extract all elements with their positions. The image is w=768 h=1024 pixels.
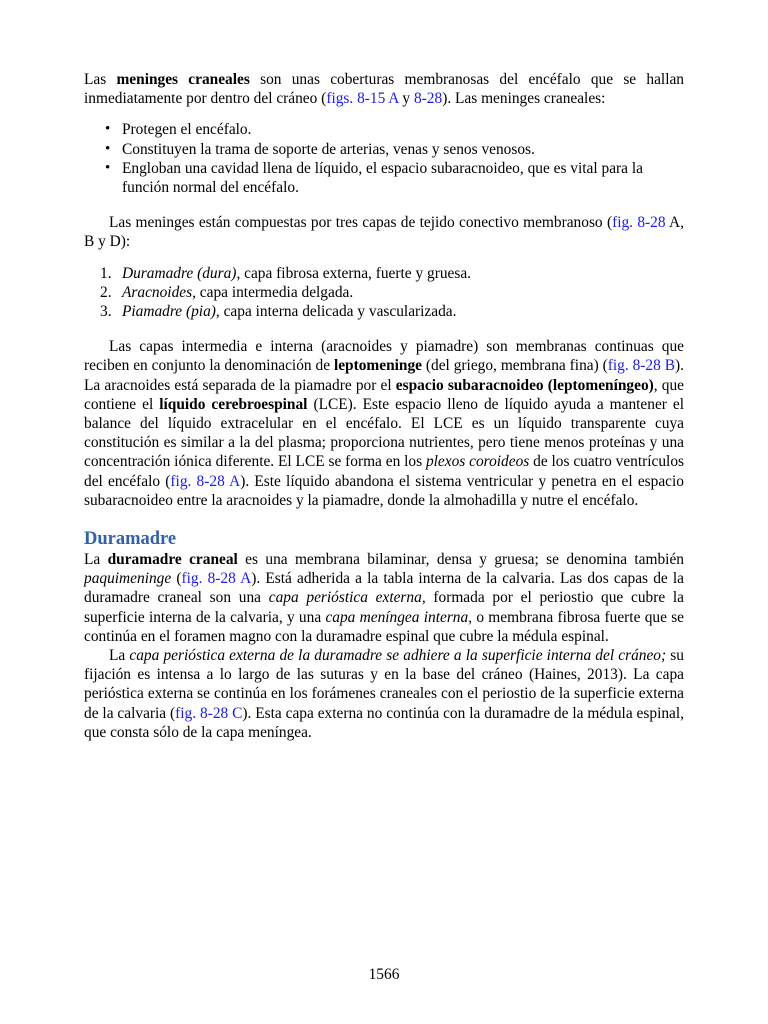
- text: , o membrana fibrosa fuerte que se continúa en el foramen magno con la duramadre espinal que cubre la médula espinal.: [84, 608, 685, 645]
- term-paquimeninge: paquimeninge: [84, 570, 172, 588]
- layer-description: , capa intermedia delgada.: [192, 283, 354, 301]
- layers-intro-paragraph: [84, 213, 684, 251]
- figure-link[interactable]: figs. 8-15 A: [326, 90, 399, 108]
- figure-link[interactable]: 8-28: [413, 90, 443, 108]
- text: , que contiene el: [84, 376, 685, 413]
- text: (: [171, 570, 182, 588]
- term-capa-meningea: capa meníngea interna: [325, 608, 469, 626]
- list-number: 1.: [100, 264, 112, 282]
- layer-term: Duramadre (dura): [122, 264, 237, 282]
- text: Las: [84, 71, 117, 88]
- text: ). Este líquido abandona el sistema ventricular y penetra en el espacio subaracnoideo entre la aracnoides y la piamadre, donde la almohadilla y nutre el encéfalo.: [84, 472, 684, 509]
- duramadre-paragraph: [84, 550, 684, 646]
- text: La: [84, 551, 108, 569]
- term-capa-periostica: capa perióstica externa: [268, 589, 422, 607]
- text: de los cuatro ventrículos del encéfalo (: [84, 453, 685, 490]
- text: su fijación es intensa a lo largo de las suturas y en la base del cráneo (Haines, 2013). La capa perióstica externa se continúa en los forámenes craneales con el periostio de la superficie externa de la calvaria (: [84, 647, 684, 722]
- list-number: 3.: [100, 303, 112, 321]
- list-item: [100, 283, 684, 302]
- list-item: [100, 264, 684, 283]
- text: son unas coberturas membranosas del encéfalo que se hallan inmediatamente por dentro del cráneo (: [84, 71, 684, 108]
- text: Las meninges están compuestas por tres capas de tejido conectivo membranoso (: [109, 214, 613, 232]
- text: Las capas intermedia e interna (aracnoides y piamadre) son membranas continuas que reciben en conjunto la denominación de: [84, 338, 684, 375]
- text: ). Esta capa externa no continúa con la duramadre de la médula espinal, que consta sólo de la capa meníngea.: [84, 704, 684, 741]
- text: y: [398, 90, 414, 108]
- text: ). La aracnoides está separada de la piamadre por el: [84, 357, 684, 394]
- text: A, B y D):: [84, 214, 684, 251]
- term-espacio-subaracnoideo: espacio subaracnoideo (leptomeníngeo): [395, 376, 654, 394]
- text: (LCE). Este espacio lleno de líquido ayuda a mantener el balance del líquido extracelular en el encéfalo. El LCE es un líquido transparente cuya constitución es similar a la del plasma; proporciona nutrientes, pero tiene menos proteínas y una concentración iónica diferente. El LCE se forma en los: [84, 395, 684, 471]
- layers-list: [84, 264, 684, 322]
- intro-paragraph: [84, 70, 684, 108]
- list-item: [100, 302, 684, 321]
- text: ). Las meninges craneales:: [442, 90, 606, 108]
- term-duramadre-craneal: duramadre craneal: [107, 551, 238, 569]
- text: (del griego, membrana fina) (: [422, 357, 608, 375]
- page-number: 1566: [368, 966, 400, 983]
- section-heading: Duramadre: [84, 529, 177, 550]
- term-leptomeninge: leptomeninge: [333, 357, 422, 375]
- term-plexos-coroideos: plexos coroideos: [425, 453, 530, 471]
- figure-link[interactable]: fig. 8-28 C: [175, 704, 243, 722]
- term-meninges-craneales: meninges craneales: [116, 71, 250, 88]
- layer-term: Piamadre (pia): [122, 303, 216, 321]
- list-item: • Engloban una cavidad llena de líquido, el espacio subaracnoideo, que es vital para la función normal del encéfalo.: [122, 159, 684, 197]
- figure-link[interactable]: fig. 8-28: [612, 214, 666, 232]
- layer-description: , capa fibrosa externa, fuerte y gruesa.: [236, 264, 472, 282]
- figure-link[interactable]: fig. 8-28 B: [607, 357, 675, 375]
- list-item: • Protegen el encéfalo.: [122, 120, 684, 139]
- layer-term: Aracnoides: [122, 283, 193, 301]
- list-number: 2.: [100, 283, 112, 301]
- text: , formada por el periostio que cubre la superficie interna de la calvaria, y una: [84, 589, 684, 626]
- list-item: • Constituyen la trama de soporte de arterias, venas y senos venosos.: [122, 140, 684, 159]
- text: ). Está adherida a la tabla interna de la calvaria. Las dos capas de la duramadre craneal son una: [84, 570, 684, 607]
- page-content: [84, 70, 684, 742]
- figure-link[interactable]: fig. 8-28 A: [170, 472, 241, 490]
- leptomeninge-paragraph: [84, 337, 684, 510]
- text: es una membrana bilaminar, densa y gruesa; se denomina también: [237, 551, 684, 569]
- periostica-paragraph: [84, 646, 684, 742]
- emphasis-text: capa perióstica externa de la duramadre se adhiere a la superficie interna del cráneo;: [129, 647, 667, 665]
- figure-link[interactable]: fig. 8-28 A: [181, 570, 252, 588]
- term-liquido-cerebroespinal: líquido cerebroespinal: [159, 395, 308, 413]
- layer-description: , capa interna delicada y vascularizada.: [215, 303, 457, 321]
- functions-list: [84, 120, 684, 197]
- text: La: [109, 647, 130, 665]
